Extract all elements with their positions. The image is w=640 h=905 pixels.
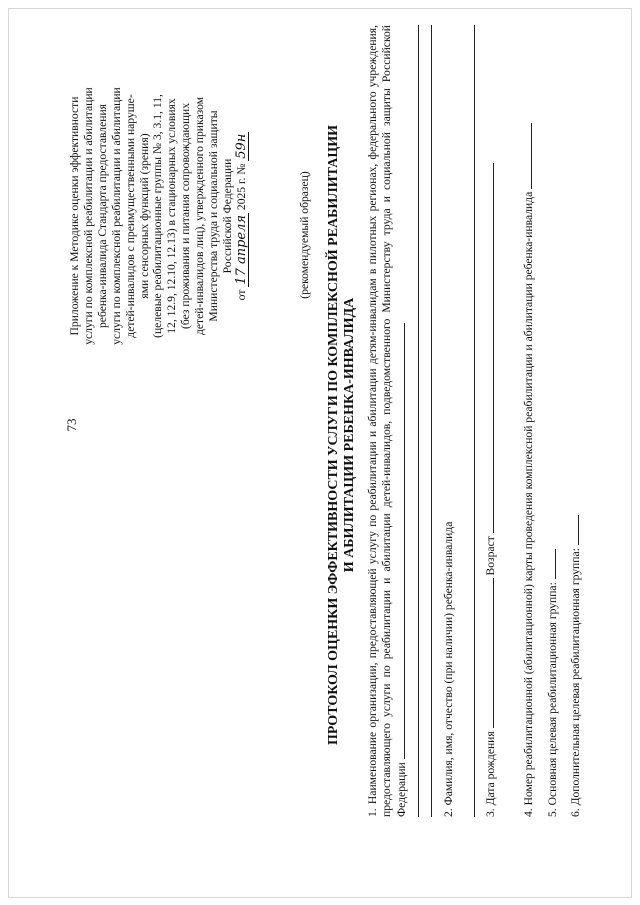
page-number: 73 [64, 418, 79, 432]
child-name-blank[interactable] [474, 25, 475, 817]
organization-name-blank[interactable] [394, 323, 405, 759]
appendix-line: ребенка-инвалида Стандарта предоставления [95, 104, 109, 328]
field-child-name [442, 522, 455, 817]
field-organization-label: 1. Наименование организации, предоставляющей услугу по реабилитации и абилитации детям-инвалидам в пилотных регионах, федерального учреждения, предоставляющего услуги по реабилитации и абилитации детей-инвалидов, подведомственного Министерству труда и социальной защиты Российской Федерации [366, 25, 408, 817]
additional-group-blank[interactable] [568, 515, 579, 545]
birth-date-label: 3. Дата рождения [484, 731, 497, 817]
title-line-2: И АБИЛИТАЦИИ РЕБЕНКА-ИНВАЛИДА [342, 297, 357, 573]
appendix-line: ями сенсорных функций (зрения) [137, 133, 151, 299]
page-title [326, 45, 358, 825]
appendix-line: Российской Федерации [220, 158, 234, 274]
appendix-line: Приложение к Методике оценки эффективности [68, 96, 81, 336]
appendix-header [68, 49, 249, 383]
date-suffix: 2025 г. № [234, 163, 248, 211]
card-number-label: 4. Номер реабилитационной (абилитационной) карты проведения комплексной реабилитации и абилитации ребенка-инвалида [522, 191, 535, 817]
main-group-blank[interactable] [545, 549, 556, 579]
appendix-date-line [235, 49, 249, 383]
appendix-line: детей-инвалидов с преимущественными наруше- [123, 94, 137, 338]
title-line-1: ПРОТОКОЛ ОЦЕНКИ ЭФФЕКТИВНОСТИ УСЛУГИ ПО КОМПЛЕКСНОЙ РЕАБИЛИТАЦИИ [326, 124, 341, 746]
card-number-blank[interactable] [521, 123, 532, 189]
birth-date-blank[interactable] [483, 578, 494, 728]
appendix-line: 12, 12.9, 12.10, 12.13) в стационарных условиях [165, 98, 179, 334]
handwritten-date: 17 апреля [233, 215, 249, 285]
appendix-line: услуги по комплексной реабилитации и абилитации [81, 87, 95, 345]
age-label: Возраст [484, 536, 497, 576]
field-birth-date [483, 163, 497, 817]
main-group-label: 5. Основная целевая реабилитационная группа: [546, 582, 559, 817]
organization-continuation-line-1[interactable] [418, 25, 419, 817]
field-organization-name [366, 25, 409, 817]
field-main-group [545, 549, 559, 817]
sample-note: (рекомендуемый образец) [298, 171, 311, 299]
order-number: 59н [233, 133, 249, 159]
age-blank[interactable] [483, 163, 494, 533]
child-name-label: 2. Фамилия, имя, отчество (при наличии) ребенка-инвалида [442, 521, 455, 817]
appendix-line: (без проживания и питания сопровождающих [179, 103, 193, 329]
appendix-line: услуги по комплексной реабилитации и абилитации [109, 87, 123, 345]
appendix-line: детей-инвалидов лиц), утвержденного приказом [193, 96, 207, 336]
organization-continuation-line-2[interactable] [431, 25, 432, 817]
field-card-number [521, 123, 535, 817]
appendix-line: (целевые реабилитационные группы № 3, 3.1, 11, [151, 94, 165, 338]
additional-group-label: 6. Дополнительная целевая реабилитационная группа: [569, 548, 582, 817]
date-prefix: от [234, 289, 248, 301]
field-additional-group [568, 515, 582, 817]
appendix-line: Министерства труда и социальной защиты [207, 110, 221, 322]
